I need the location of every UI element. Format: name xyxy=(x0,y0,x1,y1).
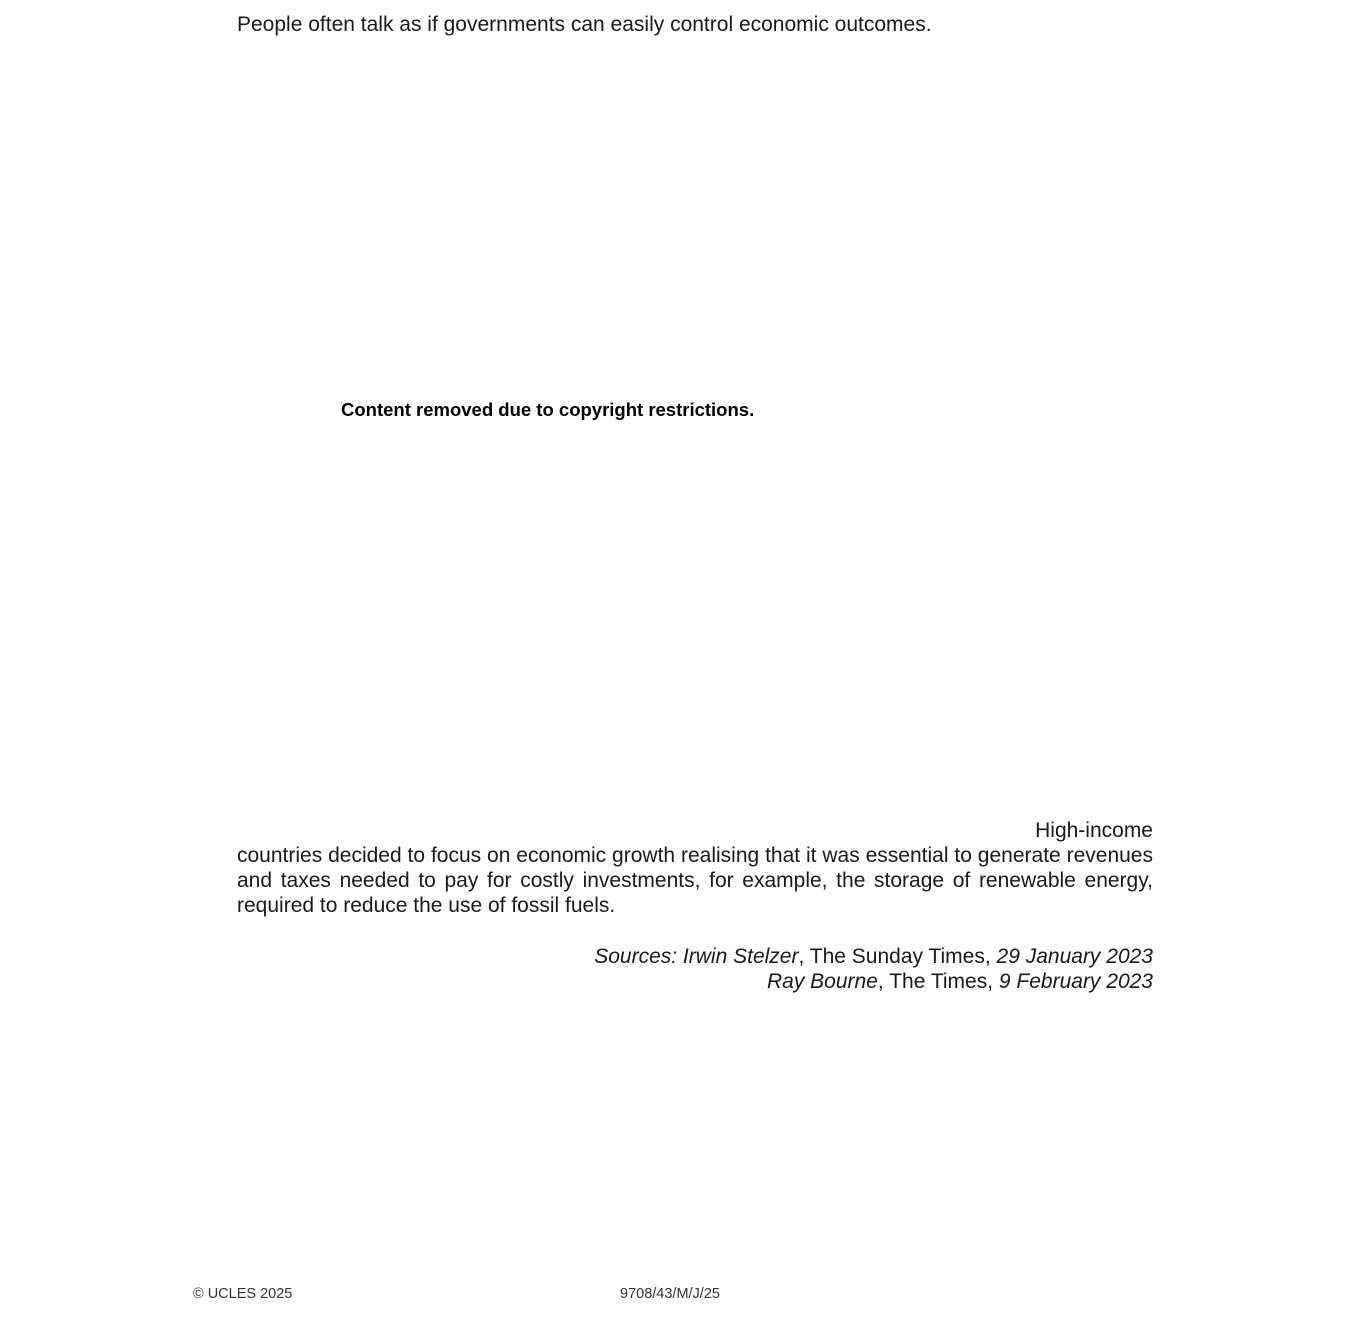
source-citation-1 xyxy=(594,944,1153,969)
source-author: Ray Bourne xyxy=(766,970,878,993)
copyright-removed-notice: Content removed due to copyright restrictions. xyxy=(341,399,755,420)
body-paragraph xyxy=(237,818,1153,918)
source-citation-2 xyxy=(767,969,1153,994)
footer-copyright: © UCLES 2025 xyxy=(193,1286,293,1302)
source-separator: , xyxy=(877,970,890,993)
paragraph-line: and taxes needed to pay for costly investments, for example, the storage of renewable energy, xyxy=(237,869,1153,892)
paragraph-line: countries decided to focus on economic growth realising that it was essential to generate revenues xyxy=(237,844,1153,867)
source-date: 29 January 2023 xyxy=(996,945,1153,968)
paragraph-line: High-income xyxy=(1035,819,1153,842)
paragraph-line: required to reduce the use of fossil fuels. xyxy=(237,894,616,917)
source-separator: , xyxy=(987,970,999,993)
source-publication: The Times xyxy=(889,970,988,993)
source-prefix-author: Sources: Irwin Stelzer xyxy=(594,945,799,968)
source-separator: , xyxy=(798,945,810,968)
intro-sentence: People often talk as if governments can easily control economic outcomes. xyxy=(237,13,932,36)
source-date: 9 February 2023 xyxy=(998,970,1153,993)
footer-paper-code: 9708/43/M/J/25 xyxy=(620,1286,720,1302)
source-publication: The Sunday Times xyxy=(809,945,985,968)
source-separator: , xyxy=(984,945,997,968)
